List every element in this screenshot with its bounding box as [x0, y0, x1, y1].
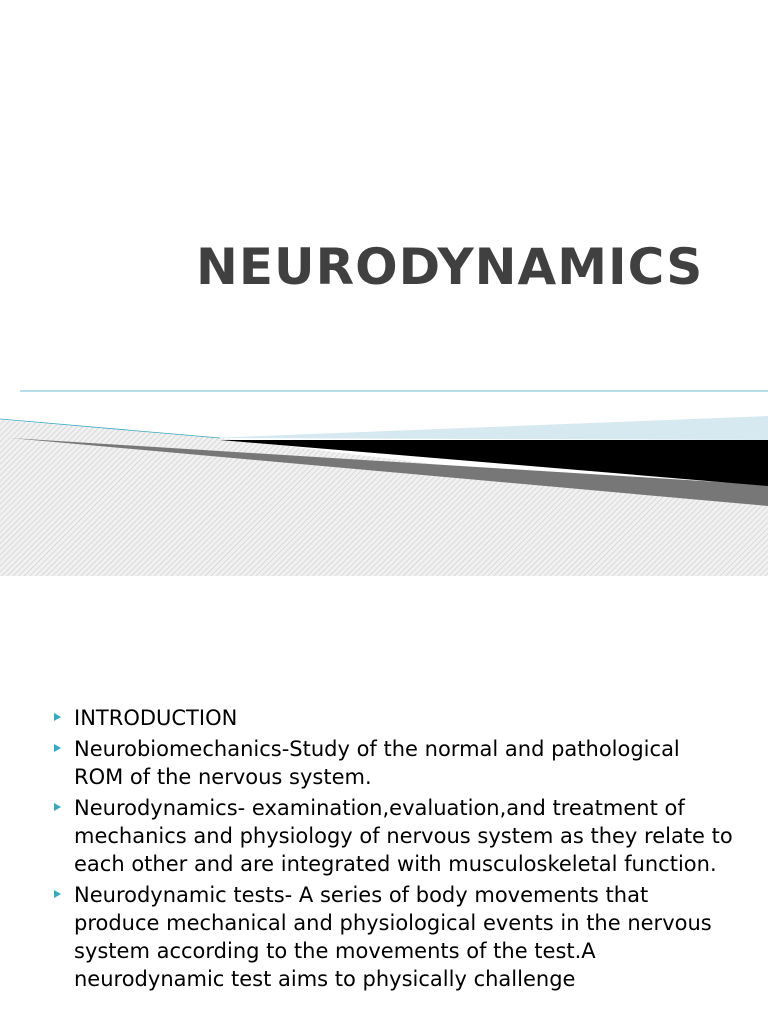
bullet-list	[54, 704, 734, 996]
bullet-text: Neurobiomechanics-Study of the normal and pathological ROM of the nervous system.	[74, 737, 680, 789]
triangle-bullet-icon	[54, 890, 61, 898]
bullet-item	[54, 794, 734, 878]
bullet-item	[54, 881, 734, 993]
triangle-bullet-icon	[54, 713, 61, 721]
decorative-band	[0, 380, 768, 580]
bullet-text: Neurodynamics- examination,evaluation,and treatment of mechanics and physiology of nervous system as they relate to each other and are integrated with musculoskeletal function.	[74, 796, 733, 876]
triangle-bullet-icon	[54, 744, 61, 752]
bullet-text: Neurodynamic tests- A series of body movements that produce mechanical and physiological events in the nervous system according to the movements of the test.A neurodynamic test aims to physically challenge	[74, 883, 712, 991]
bullet-item	[54, 735, 734, 791]
bullet-item	[54, 704, 734, 732]
bullet-text: INTRODUCTION	[74, 706, 238, 730]
slide-title: NEURODYNAMICS	[196, 238, 704, 296]
triangle-bullet-icon	[54, 803, 61, 811]
band-light-blue-wedge	[210, 416, 768, 440]
